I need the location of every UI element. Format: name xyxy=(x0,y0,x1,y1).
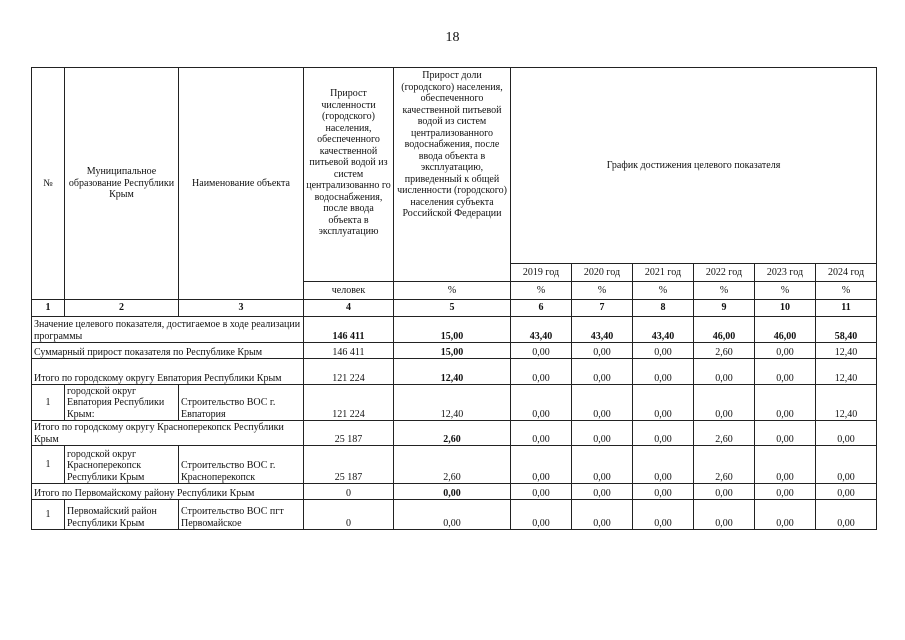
evpatoria-item-2024: 12,40 xyxy=(816,385,877,421)
krasnoperekopsk-item-num: 1 xyxy=(32,446,65,484)
target-label: Значение целевого показателя, достигаемое в ходе реализации программы xyxy=(32,317,304,343)
unit-percent: % xyxy=(572,282,633,300)
pervomaisky-item-2021: 0,00 xyxy=(633,500,694,530)
total-2020: 0,00 xyxy=(572,343,633,359)
col-number: 7 xyxy=(572,300,633,317)
evpatoria-item-2023: 0,00 xyxy=(755,385,816,421)
evpatoria-item-people: 121 224 xyxy=(304,385,394,421)
pervomaisky-item-2024: 0,00 xyxy=(816,500,877,530)
col-number: 3 xyxy=(179,300,304,317)
col-number: 2 xyxy=(65,300,179,317)
evpatoria-item-num: 1 xyxy=(32,385,65,421)
krasnoperekopsk-item-2020: 0,00 xyxy=(572,446,633,484)
krasnoperekopsk-total-2022: 2,60 xyxy=(694,421,755,446)
evpatoria-total-2020: 0,00 xyxy=(572,359,633,385)
target-2021: 43,40 xyxy=(633,317,694,343)
header-growth-share: Прирост доли (городского) населения, обеспеченного качественной питьевой водой из систем централизованного водоснабжения, после ввода объекта в эксплуатацию, приведенный к общей численности (городского) населения субъекта Российской Федерации xyxy=(394,68,511,282)
col-number: 1 xyxy=(32,300,65,317)
krasnoperekopsk-item-2021: 0,00 xyxy=(633,446,694,484)
krasnoperekopsk-item-2019: 0,00 xyxy=(511,446,572,484)
pervomaisky-total-pct: 0,00 xyxy=(394,484,511,500)
total-row xyxy=(32,343,877,359)
krasnoperekopsk-total-2019: 0,00 xyxy=(511,421,572,446)
total-2022: 2,60 xyxy=(694,343,755,359)
pervomaisky-item-municipality: Первомайский район Республики Крым xyxy=(65,500,179,530)
header-schedule: График достижения целевого показателя xyxy=(511,68,877,264)
krasnoperekopsk-total-row xyxy=(32,421,877,446)
total-people: 146 411 xyxy=(304,343,394,359)
krasnoperekopsk-total-label: Итого по городскому округу Красноперекопск Республики Крым xyxy=(32,421,304,446)
unit-percent: % xyxy=(694,282,755,300)
evpatoria-item-row xyxy=(32,385,877,421)
unit-percent: % xyxy=(394,282,511,300)
pervomaisky-item-2019: 0,00 xyxy=(511,500,572,530)
target-2019: 43,40 xyxy=(511,317,572,343)
evpatoria-item-object: Строительство ВОС г. Евпатория xyxy=(179,385,304,421)
pervomaisky-item-people: 0 xyxy=(304,500,394,530)
target-2024: 58,40 xyxy=(816,317,877,343)
evpatoria-total-label: Итого по городскому округу Евпатория Республики Крым xyxy=(32,359,304,385)
pervomaisky-item-2022: 0,00 xyxy=(694,500,755,530)
evpatoria-item-2021: 0,00 xyxy=(633,385,694,421)
evpatoria-total-pct: 12,40 xyxy=(394,359,511,385)
pervomaisky-item-row xyxy=(32,500,877,530)
evpatoria-item-pct: 12,40 xyxy=(394,385,511,421)
evpatoria-total-2022: 0,00 xyxy=(694,359,755,385)
pervomaisky-total-2024: 0,00 xyxy=(816,484,877,500)
unit-percent: % xyxy=(511,282,572,300)
target-2023: 46,00 xyxy=(755,317,816,343)
total-2023: 0,00 xyxy=(755,343,816,359)
evpatoria-total-2021: 0,00 xyxy=(633,359,694,385)
target-2020: 43,40 xyxy=(572,317,633,343)
pervomaisky-total-2020: 0,00 xyxy=(572,484,633,500)
evpatoria-total-2024: 12,40 xyxy=(816,359,877,385)
pervomaisky-total-row xyxy=(32,484,877,500)
pervomaisky-item-2020: 0,00 xyxy=(572,500,633,530)
pervomaisky-item-2023: 0,00 xyxy=(755,500,816,530)
krasnoperekopsk-total-pct: 2,60 xyxy=(394,421,511,446)
krasnoperekopsk-item-municipality: городской округ Красноперекопск Республики Крым xyxy=(65,446,179,484)
total-2021: 0,00 xyxy=(633,343,694,359)
evpatoria-total-people: 121 224 xyxy=(304,359,394,385)
evpatoria-total-row xyxy=(32,359,877,385)
total-pct: 15,00 xyxy=(394,343,511,359)
header-growth-population: Прирост численности (городского) населения, обеспеченного качественной питьевой водой из систем централизованно го водоснабжения, после ввода объекта в эксплуатацию xyxy=(304,68,394,282)
pervomaisky-total-2023: 0,00 xyxy=(755,484,816,500)
krasnoperekopsk-item-pct: 2,60 xyxy=(394,446,511,484)
evpatoria-item-2019: 0,00 xyxy=(511,385,572,421)
evpatoria-total-2019: 0,00 xyxy=(511,359,572,385)
page-number: 18 xyxy=(445,30,460,45)
unit-people: человек xyxy=(304,282,394,300)
target-indicator-table xyxy=(31,67,877,530)
header-object-name: Наименование объекта xyxy=(179,68,304,300)
target-row xyxy=(32,317,877,343)
pervomaisky-item-pct: 0,00 xyxy=(394,500,511,530)
header-municipality: Муниципальное образование Республики Крым xyxy=(65,68,179,300)
krasnoperekopsk-item-2023: 0,00 xyxy=(755,446,816,484)
krasnoperekopsk-item-row xyxy=(32,446,877,484)
header-year-2021: 2021 год xyxy=(633,264,694,282)
pervomaisky-total-label: Итого по Первомайскому району Республики Крым xyxy=(32,484,304,500)
target-people: 146 411 xyxy=(304,317,394,343)
krasnoperekopsk-total-2024: 0,00 xyxy=(816,421,877,446)
header-year-2019: 2019 год xyxy=(511,264,572,282)
col-number: 9 xyxy=(694,300,755,317)
header-num: № xyxy=(32,68,65,300)
pervomaisky-total-2019: 0,00 xyxy=(511,484,572,500)
evpatoria-total-2023: 0,00 xyxy=(755,359,816,385)
krasnoperekopsk-total-people: 25 187 xyxy=(304,421,394,446)
krasnoperekopsk-item-people: 25 187 xyxy=(304,446,394,484)
pervomaisky-total-2021: 0,00 xyxy=(633,484,694,500)
col-number: 10 xyxy=(755,300,816,317)
krasnoperekopsk-item-object: Строительство ВОС г. Красноперекопск xyxy=(179,446,304,484)
pervomaisky-item-num: 1 xyxy=(32,500,65,530)
header-year-2020: 2020 год xyxy=(572,264,633,282)
col-number: 11 xyxy=(816,300,877,317)
col-number: 5 xyxy=(394,300,511,317)
target-pct: 15,00 xyxy=(394,317,511,343)
col-number: 6 xyxy=(511,300,572,317)
pervomaisky-total-2022: 0,00 xyxy=(694,484,755,500)
krasnoperekopsk-item-2024: 0,00 xyxy=(816,446,877,484)
col-number: 4 xyxy=(304,300,394,317)
krasnoperekopsk-total-2021: 0,00 xyxy=(633,421,694,446)
total-2024: 12,40 xyxy=(816,343,877,359)
unit-percent: % xyxy=(755,282,816,300)
krasnoperekopsk-total-2023: 0,00 xyxy=(755,421,816,446)
krasnoperekopsk-total-2020: 0,00 xyxy=(572,421,633,446)
evpatoria-item-2020: 0,00 xyxy=(572,385,633,421)
unit-percent: % xyxy=(633,282,694,300)
pervomaisky-item-object: Строительство ВОС пгт Первомайское xyxy=(179,500,304,530)
total-2019: 0,00 xyxy=(511,343,572,359)
evpatoria-item-2022: 0,00 xyxy=(694,385,755,421)
header-year-2022: 2022 год xyxy=(694,264,755,282)
total-label: Суммарный прирост показателя по Республике Крым xyxy=(32,343,304,359)
unit-percent: % xyxy=(816,282,877,300)
col-number: 8 xyxy=(633,300,694,317)
target-2022: 46,00 xyxy=(694,317,755,343)
evpatoria-item-municipality: городской округ Евпатория Республики Крым: xyxy=(65,385,179,421)
header-year-2023: 2023 год xyxy=(755,264,816,282)
header-year-2024: 2024 год xyxy=(816,264,877,282)
krasnoperekopsk-item-2022: 2,60 xyxy=(694,446,755,484)
pervomaisky-total-people: 0 xyxy=(304,484,394,500)
column-number-row xyxy=(32,300,877,317)
